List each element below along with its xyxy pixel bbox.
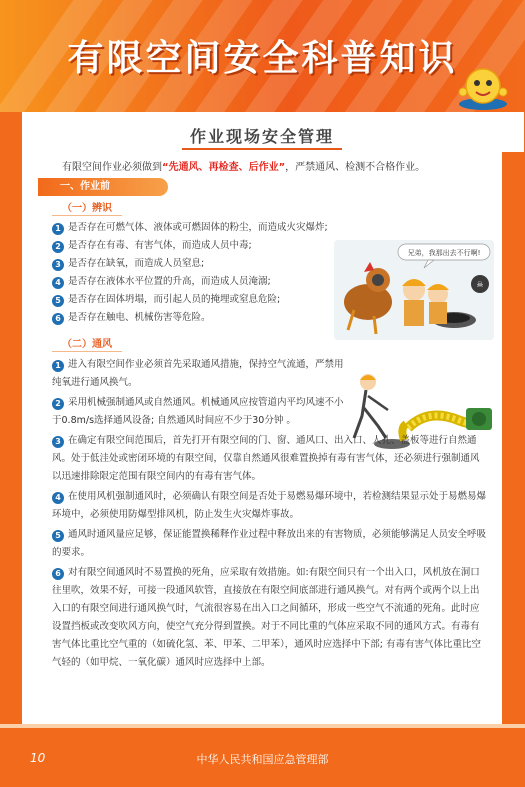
paragraph: 4 在使用风机强制通风时，必须确认有限空间是否处于易燃易爆环境中，若检测结果显示处于易燃易爆环境中，必须使用防爆型排风机，防止发生火灾爆炸事故。 (52, 491, 487, 520)
title-underline (182, 148, 342, 150)
svg-text:兄弟，我那出去不行啊!: 兄弟，我那出去不行啊! (407, 249, 481, 257)
list-item: 3 是否存在缺氧，而造成人员窒息; (52, 256, 204, 272)
list-item: 5 是否存在固体坍塌，而引起人员的掩埋或窒息危险; (52, 292, 280, 308)
section-title: 作业现场安全管理 (189, 127, 334, 146)
mascot-icon (451, 62, 511, 112)
workers-illustration (334, 240, 494, 340)
paragraph: 5 通风时通风量应足够，保证能置换稀释作业过程中释放出来的有害物质，必须能够满足人员安全呼吸的要求。 (52, 529, 487, 558)
svg-text:☠: ☠ (476, 280, 484, 289)
section-heading-before-work: 一、作业前 (38, 178, 168, 196)
content-panel (22, 112, 502, 724)
list-item: 1 是否存在可燃气体、液体或可燃固体的粉尘，而造成火灾爆炸; (52, 220, 328, 236)
paragraph: 1 进入有限空间作业必须首先采取通风措施，保持空气流通，严禁用纯氧进行通风换气。 (52, 359, 344, 388)
footer-organization: 中华人民共和国应急管理部 (196, 753, 329, 766)
page-title: 有限空间安全科普知识 (67, 38, 458, 79)
page-number: 10 (30, 751, 46, 765)
subheading-identify: （一）辨识 (52, 202, 122, 216)
page-header (0, 0, 525, 112)
list-item: 6 是否存在触电、机械伤害等危险。 (52, 310, 211, 326)
paragraph: 2 采用机械强制通风或自然通风。机械通风应按管道内平均风速不小于0.8m/s选择通风设备; 自然通风时间应不少于30分钟 。 (52, 397, 344, 426)
paragraph: 6 对有限空间通风时不易置换的死角，应采取有效措施。如:有限空间只有一个出入口，风机放在洞口往里吹，效果不好，可接一段通风软管，直接放在有限空间底部进行通风换气。对有两个或两个以上出入口的有限空间进行通风换气时，气流很容易在出入口之间循环，形成一些空气不流通的死角。此时应设置挡板或改变吹风方向，使空气充分得到置换。对于不同比重的气体应采取不同的通风方式。有毒有害气体比重比空气重的（如硫化氢、苯、甲苯、二甲苯），通风时应选择中下部; 有毒有害气体比重比空气轻的（如甲烷、一氧化碳）通风时应选择中上部。 (52, 567, 481, 668)
paragraph: 3 在确定有限空间范围后，首先打开有限空间的门、窗、通风口、出入口、人孔、盖板等进行自然通风。处于低洼处或密闭环境的有限空间，仅靠自然通风很难置换掉有毒有害气体，还必须进行强制通风以迅速排除限定范围有限空间内的有毒有害气体。 (52, 435, 480, 482)
intro-text: 有限空间作业必须做到“先通风、再检查、后作业”，严禁通风、检测不合格作业。 (62, 162, 426, 173)
list-item: 2 是否存在有毒、有害气体，而造成人员中毒; (52, 238, 252, 254)
subheading-ventilation: （二）通风 (52, 338, 122, 352)
footer-divider (0, 724, 525, 728)
list-item: 4 是否存在液体水平位置的升高，而造成人员淹溺; (52, 274, 271, 290)
